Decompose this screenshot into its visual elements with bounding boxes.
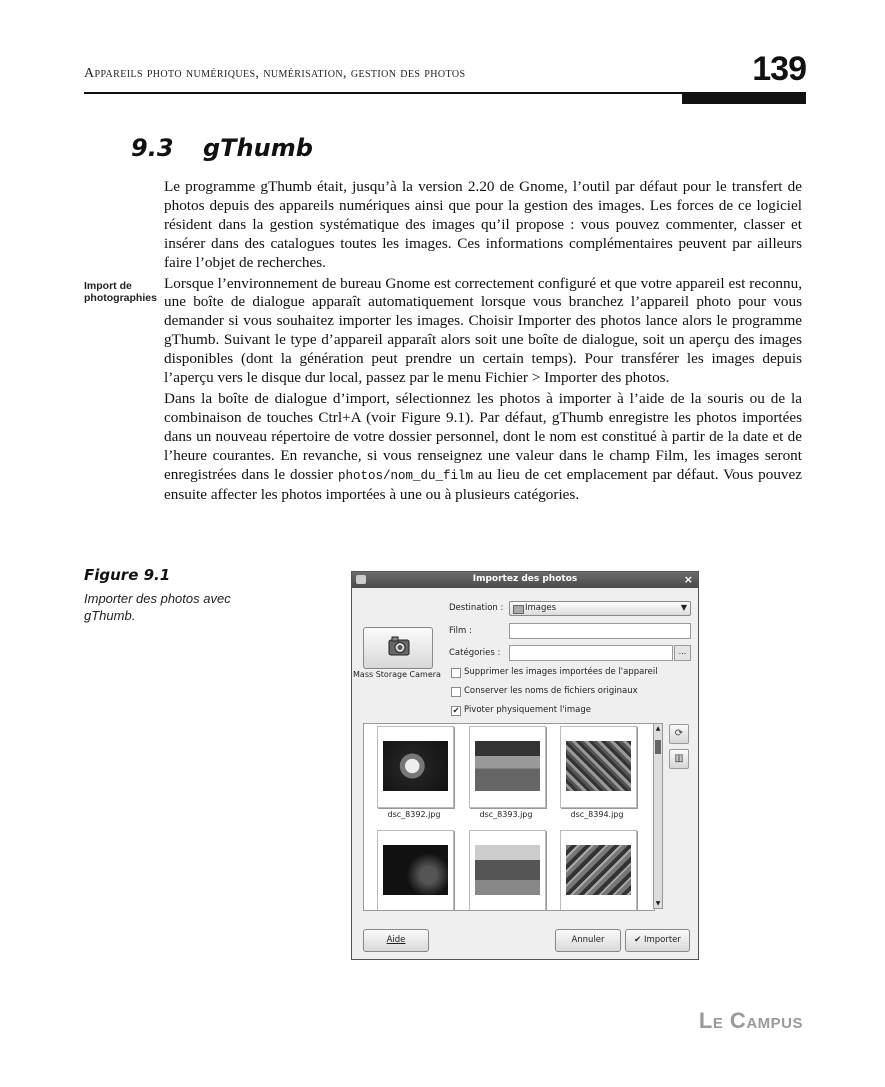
publisher-logo: Le Campus [698, 1008, 803, 1033]
keep-names-checkbox[interactable] [451, 687, 461, 697]
paragraph-1: Le programme gThumb était, jusqu’à la version 2.20 de Gnome, l’outil par défaut pour le transfert de photos depuis des appareils numériques ainsi que pour la gestion des images. Les forces de ce logiciel résident dans la gestion systématique des images qu’il propose : vous pouvez commenter, classer et insérer dans des catalogues toutes les images. Ces informations complémentaires peuvent par ailleurs faire l’objet de recherches. [164, 178, 802, 271]
delete-checkbox[interactable] [451, 668, 461, 678]
help-button-label: Aide [386, 935, 406, 945]
thumbnail-scrollbar[interactable] [653, 723, 663, 909]
thumbnail-caption: dsc_8392.jpg [387, 810, 441, 819]
import-button-label: Importer [643, 935, 681, 945]
paragraph-3-text-b: au lieu de cet emplacement par défaut. Vous pouvez ensuite affecter les photos importées à une ou à plusieurs catégories. [164, 465, 802, 503]
scroll-up-icon[interactable]: ▲ [655, 725, 661, 732]
thumbnail-image [475, 741, 540, 791]
delete-checkbox-label: Supprimer les images importées de l'appareil [464, 667, 658, 677]
cancel-button-label: Annuler [571, 935, 605, 945]
thumbnail-image [383, 845, 448, 895]
thumbnail-caption: dsc_8393.jpg [479, 810, 533, 819]
folder-icon [513, 605, 524, 614]
check-icon: ✔ [634, 935, 644, 945]
section-title: gThumb [203, 134, 313, 162]
scrollbar-thumb[interactable] [655, 740, 661, 754]
thumbnail-image [383, 741, 448, 791]
categories-browse-button[interactable]: ... [674, 645, 691, 661]
chevron-down-icon: ▼ [680, 603, 687, 612]
paragraph-3 [164, 390, 802, 504]
body-text [164, 178, 802, 506]
scroll-down-icon[interactable]: ▼ [655, 900, 661, 907]
rotate-checkbox[interactable]: ✔ [452, 706, 460, 715]
thumbnail[interactable] [469, 830, 546, 911]
categories-input[interactable] [509, 645, 673, 661]
paragraph-3-text-a: Dans la boîte de dialogue d’import, sélectionnez les photos à importer à l’aide de la souris ou de la combinaison de touches Ctrl+A (voir Figure 9.1). Par défaut, gThumb enregistre les photos importées dans un nouveau répertoire de votre dossier personnel, dont le nom est constitué à partir de la date et de l’heure courantes. En revanche, si vous renseignez une valeur dans le champ Film, les images seront enregistrées dans le dossier [164, 389, 802, 483]
header-bar [682, 94, 806, 104]
camera-icon [388, 636, 410, 656]
inline-code-path: photos/nom_du_film [337, 468, 473, 483]
thumbnail-image [475, 845, 540, 895]
import-button[interactable] [625, 929, 690, 952]
destination-combo[interactable] [509, 601, 691, 616]
figure-label: Figure 9.1 [84, 566, 171, 584]
destination-label: Destination : [449, 603, 504, 613]
paragraph-2: Lorsque l’environnement de bureau Gnome est correctement configuré et que votre appareil est reconnu, une boîte de dialogue apparaît automatiquement lorsque vous branchez l’appareil photo pour vous demander si vous souhaitez importer les images. Choisir Importer des photos lance alors le programme gThumb. Suivant le type d’appareil apparaît alors soit une boîte de dialogue, soit un aperçu des images disponibles (dont la génération peut prendre un certain temps). Pour transférer les images depuis l’aperçu vers le disque dur local, passez par le menu Fichier > Importer des photos. [164, 274, 802, 387]
thumbnail-image [566, 845, 631, 895]
rotate-checkbox-label: Pivoter physiquement l'image [464, 705, 592, 715]
thumbnail-image [566, 741, 631, 791]
thumbnail[interactable] [469, 726, 546, 808]
thumbnail[interactable] [377, 726, 454, 808]
thumbnail[interactable] [377, 830, 454, 911]
cancel-button[interactable] [555, 929, 621, 952]
keep-names-checkbox-label: Conserver les noms de fichiers originaux [464, 686, 638, 696]
film-input[interactable] [509, 623, 691, 639]
thumbnail-grid[interactable] [363, 723, 655, 911]
thumbnail-caption: dsc_8394.jpg [570, 810, 624, 819]
thumbnail[interactable] [560, 726, 637, 808]
trash-icon[interactable]: ▥ [669, 749, 689, 769]
refresh-icon[interactable]: ⟳ [669, 724, 689, 744]
film-label: Film : [449, 626, 472, 636]
close-icon[interactable]: × [683, 573, 693, 586]
destination-value: Images [525, 603, 557, 613]
import-photos-dialog [351, 571, 699, 960]
thumbnail[interactable] [560, 830, 637, 911]
categories-label: Catégories : [449, 648, 501, 658]
dialog-title: Importez des photos [472, 574, 578, 584]
margin-note: Import de photographies [84, 280, 157, 304]
camera-label: Mass Storage Camera [353, 670, 441, 679]
running-header: Appareils photo numériques, numérisation, gestion des photos [84, 66, 466, 81]
dialog-titlebar [352, 572, 698, 588]
page-number: 139 [752, 50, 806, 88]
help-button[interactable] [363, 929, 429, 952]
section-number: 9.3 [131, 134, 174, 162]
figure-caption: Importer des photos avec gThumb. [84, 591, 231, 623]
camera-button[interactable] [363, 627, 433, 669]
